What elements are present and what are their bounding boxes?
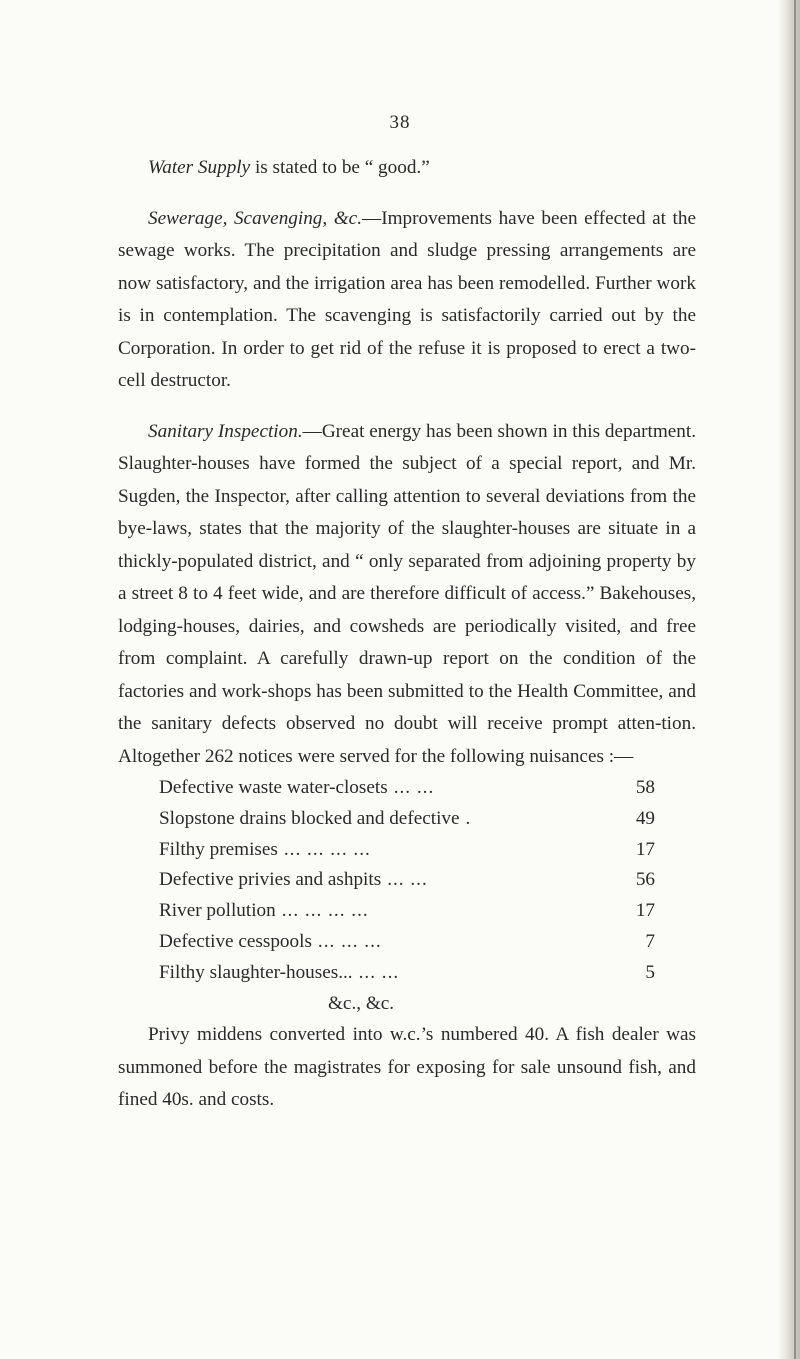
nuisance-count: 58 [635, 777, 655, 798]
leader-dots: ... ... ... [317, 930, 382, 952]
page-number: 38 [389, 112, 411, 133]
sanitary-inspection-paragraph [118, 416, 696, 774]
book-spine-shadow [778, 0, 800, 1359]
nuisance-count: 7 [645, 930, 655, 952]
leader-dots: ... ... [387, 869, 428, 891]
nuisance-count: 5 [645, 961, 655, 983]
nuisance-count: 17 [635, 838, 655, 860]
nuisance-label: Filthy premises [159, 838, 278, 860]
sewerage-text: —Improvements have been effected at the sewage works. The precipitation and sludge pressing arrangements are now satisfactory, and the irrigation area has been remodelled. Further work is in contemplation. The scavenging is satisfactorily carried out by the Corporation. In order to get rid of the refuse it is proposed to erect a two-cell destructor. [118, 207, 696, 391]
nuisance-count: 49 [635, 807, 655, 829]
nuisances-list [159, 773, 655, 989]
page-body [118, 152, 696, 1117]
list-item [159, 804, 655, 835]
leader-dots: ... ... [393, 777, 435, 798]
sewerage-heading: Sewerage, Scavenging, &c. [148, 207, 362, 229]
nuisance-label: Filthy slaughter-houses... [159, 961, 353, 983]
water-supply-text: is stated to be “ good.” [250, 157, 430, 178]
leader-dots: ... ... ... ... [283, 838, 371, 860]
leader-dots: ... ... ... ... [281, 900, 369, 922]
sewerage-paragraph [118, 203, 696, 398]
leader-dots: ... ... [358, 961, 400, 983]
water-supply-paragraph [118, 152, 696, 185]
water-supply-heading: Water Supply [148, 157, 251, 178]
list-item [159, 927, 655, 958]
list-item [159, 958, 655, 989]
sanitary-inspection-text: —Great energy has been shown in this department. Slaughter-houses have formed the subject of a special report, and Mr. Sugden, the Inspector, after calling attention to several deviations from the bye-laws, states that the majority of the slaughter-houses are situate in a thickly-populated district, and “ only separated from adjoining property by a street 8 to 4 feet wide, and are therefore difficult of access.” Bakehouses, lodging-houses, dairies, and cowsheds are periodically visited, and free from complaint. A carefully drawn-up report on the condition of the factories and work-shops has been submitted to the Health Committee, and the sanitary defects observed no doubt will receive prompt atten-tion. Altogether 262 notices were served for the following nuisances :— [118, 420, 697, 767]
nuisance-count: 56 [635, 869, 655, 891]
nuisance-label: Slopstone drains blocked and defective [159, 807, 460, 829]
sanitary-inspection-heading: Sanitary Inspection. [148, 420, 303, 442]
list-item [159, 773, 655, 804]
closing-paragraph: Privy middens converted into w.c.’s numbered 40. A fish dealer was summoned before the magistrates for exposing for sale unsound fish, and fined 40s. and costs. [118, 1024, 696, 1111]
nuisance-label: Defective waste water-closets [159, 777, 388, 798]
list-item [159, 896, 655, 927]
nuisance-label: Defective cesspools [159, 930, 312, 952]
nuisance-label: River pollution [159, 900, 276, 922]
leader-dots: . [465, 807, 472, 829]
nuisance-count: 17 [635, 900, 655, 922]
list-item [159, 835, 655, 866]
list-item [159, 865, 655, 896]
book-spine-edge [794, 0, 796, 1359]
etc-line: &c., &c. [328, 992, 395, 1014]
nuisance-label: Defective privies and ashpits [159, 869, 382, 891]
